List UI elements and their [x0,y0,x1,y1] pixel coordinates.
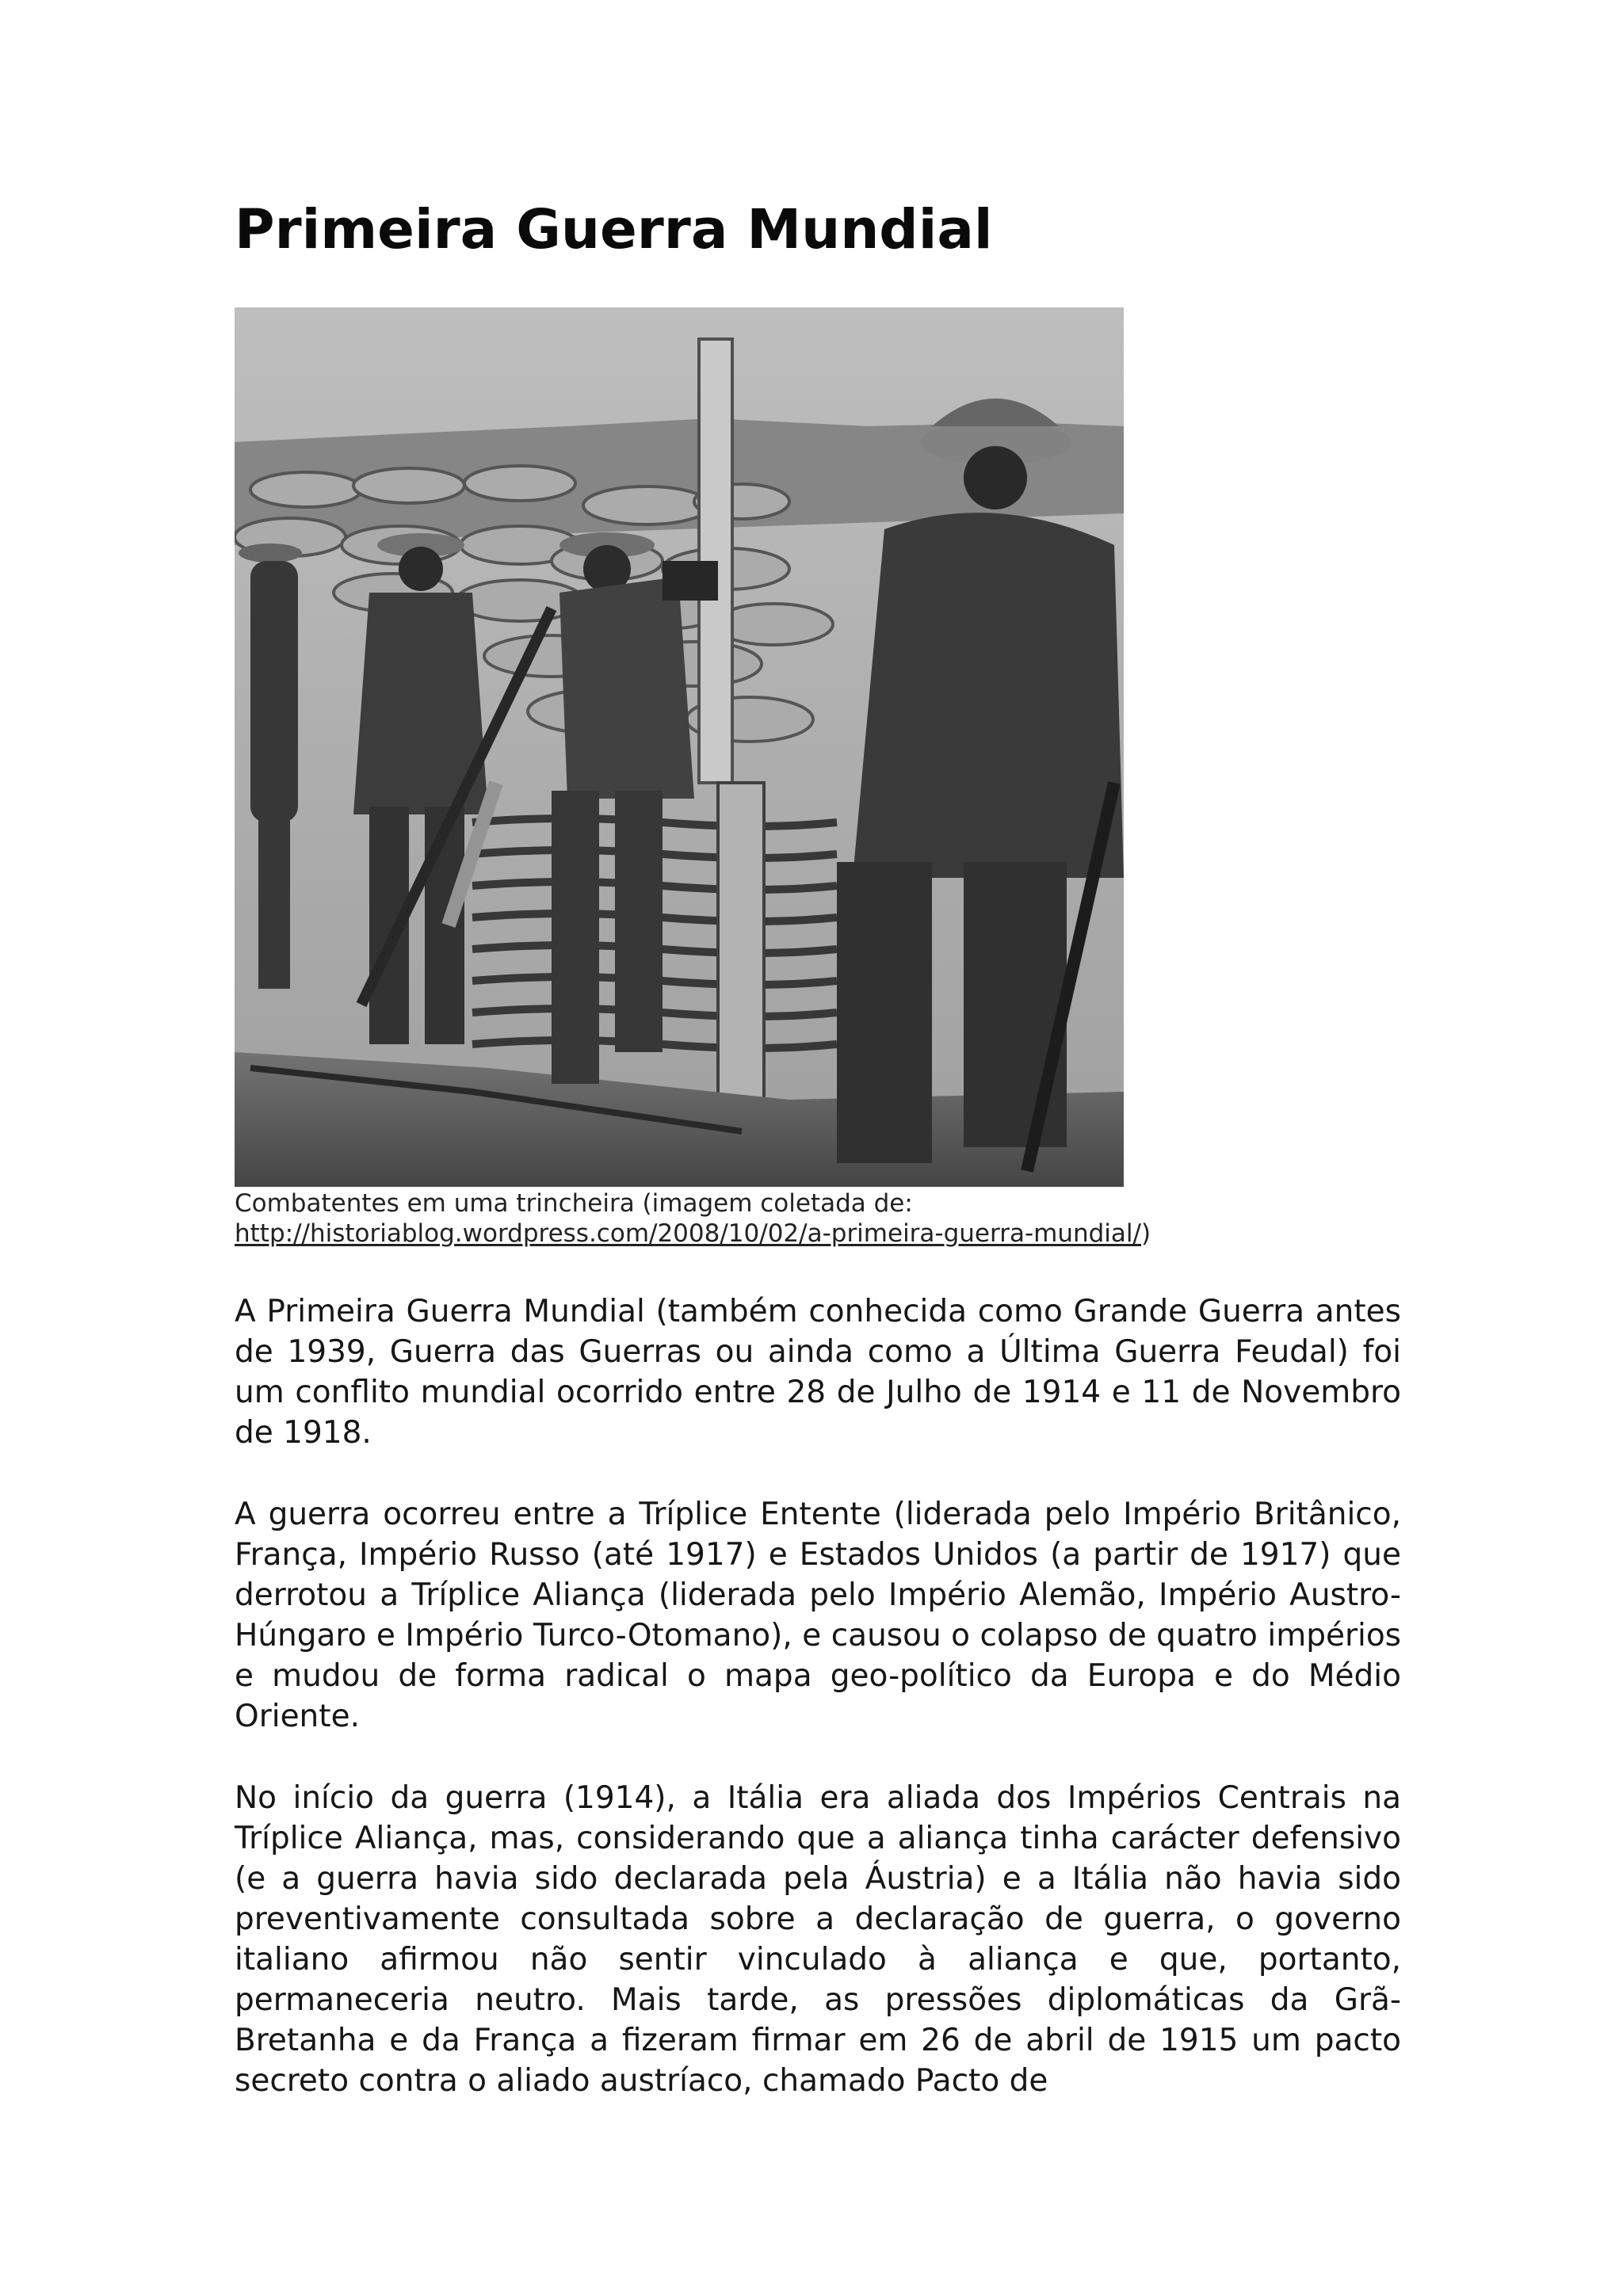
paragraph-italy: No início da guerra (1914), a Itália era aliada dos Impérios Centrais na Tríplice Aliança, mas, considerando que a aliança tinha carácter defensivo (e a guerra havia sido declarada pela Áustria) e a Itália não havia sido preventivamente consultada sobre a declaração de guerra, o governo italiano afirmou não sentir vinculado à aliança e que, portanto, permaneceria neutro. Mais tarde, as pressões diplomáticas da Grã-Bretanha e da França a fizeram firmar em 26 de abril de 1915 um pacto secreto contra o aliado austríaco, chamado Pacto de [235,1780,1401,2099]
trench-photo [235,307,1124,1187]
paragraph-alliances: A guerra ocorreu entre a Tríplice Entente (liderada pelo Império Britânico, França, Império Russo (até 1917) e Estados Unidos (a partir de 1917) que derrotou a Tríplice Aliança (liderada pelo Império Alemão, Império Austro-Húngaro e Império Turco-Otomano), e causou o colapso de quatro impérios e mudou de forma radical o mapa geo-político da Europa e do Médio Oriente. [235,1497,1401,1734]
caption-text: Combatentes em uma trincheira (imagem coletada de: [235,1189,913,1218]
paragraph-intro: A Primeira Guerra Mundial (também conhecida como Grande Guerra antes de 1939, Guerra das Guerras ou ainda como a Última Guerra Feudal) foi um conflito mundial ocorrido entre 28 de Julho de 1914 e 11 de Novembro de 1918. [235,1294,1401,1451]
caption-source-line [235,1219,1401,1249]
image-caption [235,1188,1401,1249]
source-link[interactable]: http://historiablog.wordpress.com/2008/10/02/a-primeira-guerra-mundial/ [235,1219,1141,1248]
caption-close: ) [1140,1219,1151,1248]
page-title: Primeira Guerra Mundial [235,198,993,261]
trench-photo-icon [235,307,1124,1187]
